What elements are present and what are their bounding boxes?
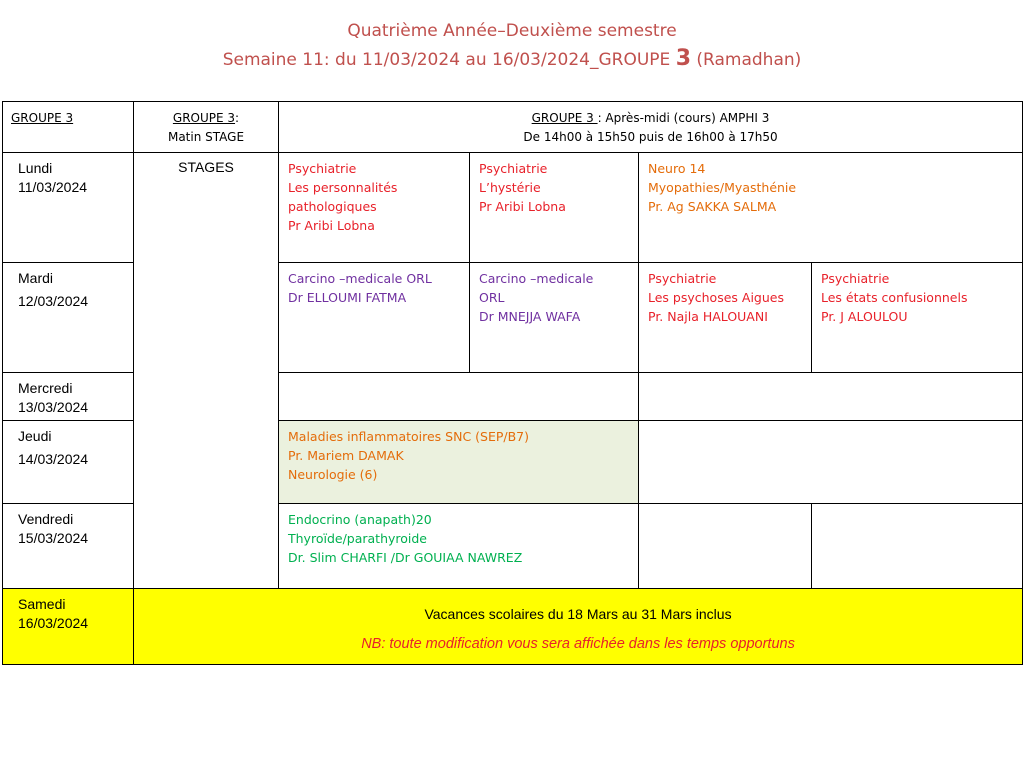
course-subject: Maladies inflammatoires SNC (SEP/B7) xyxy=(288,429,530,444)
course-lundi-2 xyxy=(470,153,639,263)
day-cell-lundi xyxy=(3,153,134,263)
day-cell-mercredi xyxy=(3,373,134,421)
empty-cell xyxy=(279,373,639,421)
title-ramadhan: (Ramadhan) xyxy=(691,50,802,70)
day-cell-jeudi xyxy=(3,421,134,504)
empty-cell xyxy=(639,504,812,589)
day-date: 12/03/2024 xyxy=(18,293,89,309)
course-subject: Psychiatrie xyxy=(288,161,357,176)
course-topic: Les personnalités xyxy=(288,180,398,195)
course-teacher: Pr. Najla HALOUANI xyxy=(648,309,768,324)
header-afternoon-cell xyxy=(279,102,1023,153)
course-topic: L’hystérie xyxy=(479,180,541,195)
course-lundi-3 xyxy=(639,153,1023,263)
day-name: Mardi xyxy=(18,270,54,286)
course-vendredi-1 xyxy=(279,504,639,589)
course-subject: Endocrino (anapath)20 xyxy=(288,512,432,527)
day-name: Lundi xyxy=(18,160,53,176)
course-topic: pathologiques xyxy=(288,199,377,214)
course-teacher: Pr Aribi Lobna xyxy=(288,218,375,233)
course-teacher: Dr. Slim CHARFI /Dr GOUIAA NAWREZ xyxy=(288,550,523,565)
header-row xyxy=(3,102,1023,153)
course-teacher: Dr ELLOUMI FATMA xyxy=(288,290,407,305)
course-subject: Psychiatrie xyxy=(479,161,548,176)
course-teacher: Pr. Mariem DAMAK xyxy=(288,448,404,463)
header-morning-group: GROUPE 3 xyxy=(172,111,236,125)
header-afternoon-group: GROUPE 3 xyxy=(531,111,598,125)
course-topic: Thyroïde/parathyroide xyxy=(288,531,428,546)
stages-label: STAGES xyxy=(178,159,234,175)
empty-cell xyxy=(812,504,1023,589)
modification-note: NB: toute modification vous sera affichée dans les temps opportuns xyxy=(361,636,795,652)
day-name: Mercredi xyxy=(18,380,73,396)
day-name: Vendredi xyxy=(18,511,74,527)
header-afternoon-hours: De 14h00 à 15h50 puis de 16h00 à 17h50 xyxy=(523,130,778,144)
day-date: 13/03/2024 xyxy=(18,399,89,415)
header-morning-stage: Matin STAGE xyxy=(167,130,245,144)
course-topic: Les états confusionnels xyxy=(821,290,968,305)
course-topic: Les psychoses Aigues xyxy=(648,290,784,305)
course-topic: ORL xyxy=(479,290,505,305)
header-afternoon-label: : Après-midi (cours) AMPHI 3 xyxy=(597,111,770,125)
course-teacher: Pr Aribi Lobna xyxy=(479,199,566,214)
course-mardi-2 xyxy=(470,263,639,373)
vacation-notice: Vacances scolaires du 18 Mars au 31 Mars inclus xyxy=(424,606,732,622)
empty-cell xyxy=(639,373,1023,421)
schedule-table xyxy=(2,101,1023,665)
header-morning-colon: : xyxy=(235,111,240,125)
course-subject: Psychiatrie xyxy=(648,271,717,286)
title-week: Semaine 11: du 11/03/2024 au 16/03/2024_GROUPE xyxy=(222,50,676,70)
day-date: 11/03/2024 xyxy=(18,179,88,195)
course-mardi-4 xyxy=(812,263,1023,373)
course-subject: Carcino –medicale ORL xyxy=(288,271,432,286)
course-teacher: Dr MNEJJA WAFA xyxy=(479,309,581,324)
day-date: 15/03/2024 xyxy=(18,530,89,546)
course-subject: Neuro 14 xyxy=(648,161,706,176)
empty-cell xyxy=(639,421,1023,504)
course-topic: Myopathies/Myasthénie xyxy=(648,180,797,195)
day-cell-vendredi xyxy=(3,504,134,589)
day-date: 16/03/2024 xyxy=(18,615,89,631)
title-group-number: 3 xyxy=(675,46,692,71)
course-mardi-1 xyxy=(279,263,470,373)
stages-cell xyxy=(134,153,279,589)
header-morning-cell xyxy=(134,102,279,153)
course-subject: Carcino –medicale xyxy=(479,271,594,286)
day-name: Jeudi xyxy=(18,428,52,444)
day-cell-mardi xyxy=(3,263,134,373)
title-line-1: Quatrième Année–Deuxième semestre xyxy=(347,21,677,41)
row-lundi xyxy=(3,153,1023,263)
title-line-2 xyxy=(0,46,1024,71)
course-topic: Neurologie (6) xyxy=(288,467,378,482)
header-group: GROUPE 3 xyxy=(11,111,74,125)
vacation-notice-cell xyxy=(134,589,1023,665)
course-subject: Psychiatrie xyxy=(821,271,890,286)
header-group-cell xyxy=(3,102,134,153)
course-mardi-3 xyxy=(639,263,812,373)
course-lundi-1 xyxy=(279,153,470,263)
course-teacher: Pr. J ALOULOU xyxy=(821,309,908,324)
day-name: Samedi xyxy=(18,596,66,612)
day-date: 14/03/2024 xyxy=(18,451,89,467)
course-teacher: Pr. Ag SAKKA SALMA xyxy=(648,199,777,214)
day-cell-samedi xyxy=(3,589,134,665)
course-jeudi-1 xyxy=(279,421,639,504)
row-samedi xyxy=(3,589,1023,665)
